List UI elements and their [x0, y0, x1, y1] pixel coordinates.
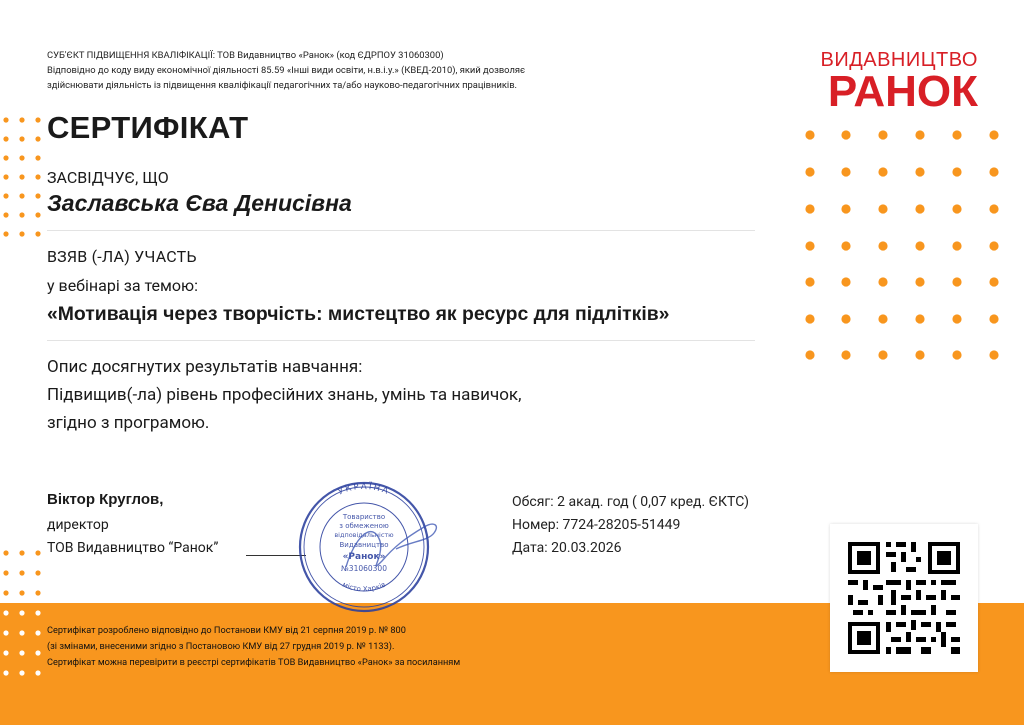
header-legal-text — [47, 48, 607, 93]
signatory-org: ТОВ Видавництво “Ранок” — [47, 540, 219, 556]
info-number: Номер: 7724-28205-51449 — [512, 517, 681, 533]
dots-left-bottom-decoration — [0, 545, 45, 685]
webinar-topic: «Мотивація через творчість: мистецтво як ресурс для підлітків» — [47, 303, 670, 325]
stamp-code: №31060300 — [341, 564, 387, 573]
certifies-label: ЗАСВІДЧУЄ, ЩО — [47, 168, 169, 187]
logo-line-2: РАНОК — [827, 67, 978, 116]
results-title: Опис досягнутих результатів навчання: — [47, 357, 363, 377]
qr-code-card[interactable] — [830, 524, 978, 672]
results-line-2: згідно з програмою. — [47, 413, 210, 433]
footer-line-1: Сертифікат розроблено відповідно до Постанови КМУ від 21 серпня 2019 р. № 800 — [47, 625, 406, 636]
stamp-line-1: Товариство — [342, 513, 386, 521]
signatory-role: директор — [47, 517, 109, 533]
header-line-1: СУБ'ЄКТ ПІДВИЩЕННЯ КВАЛІФІКАЦІЇ: ТОВ Видавництво «Ранок» (код ЄДРПОУ 31060300) — [47, 50, 444, 61]
header-line-3: здійснювати діяльність із підвищення кваліфікації педагогічних та/або науково-педагогічних працівників. — [47, 80, 518, 91]
footer-legal-text — [47, 623, 460, 671]
footer-line-2: (зі змінами, внесеними згідно з Постановою КМУ від 27 грудня 2019 р. № 1133). — [47, 641, 395, 652]
footer-line-3: Сертифікат можна перевірити в реєстрі сертифікатів ТОВ Видавництво «Ранок» за посиланням — [47, 657, 461, 668]
signatory-name: Віктор Круглов, — [47, 491, 164, 508]
svg-text:місто Харків — [341, 581, 387, 594]
webinar-label: у вебінарі за темою: — [47, 276, 198, 295]
official-stamp-icon — [284, 479, 444, 614]
divider-2 — [47, 340, 755, 341]
publisher-logo — [820, 49, 978, 116]
info-volume: Обсяг: 2 акад. год ( 0,07 кред. ЄКТС) — [512, 494, 750, 510]
dots-left-top-decoration — [0, 112, 45, 247]
certificate-title: СЕРТИФІКАТ — [47, 110, 249, 145]
stamp-line-2: з обмеженою — [339, 522, 389, 530]
participated-label: ВЗЯВ (-ЛА) УЧАСТЬ — [47, 247, 197, 266]
logo-line-1: ВИДАВНИЦТВО — [820, 49, 978, 71]
qr-code-icon[interactable] — [830, 524, 978, 672]
header-line-2: Відповідно до коду виду економічної діяльності 85.59 «Інші види освіти, н.в.і.у.» (КВЕД-2010), який дозволяє — [47, 65, 526, 76]
participant-name: Заславська Єва Денисівна — [47, 190, 352, 216]
stamp-line-3: відповідальністю — [334, 531, 394, 539]
stamp-line-5: «Ранок» — [342, 552, 386, 562]
certificate-info — [512, 491, 749, 560]
dots-right-decoration — [800, 124, 1005, 364]
stamp-top-arc: УКРАЇНА — [336, 481, 392, 498]
stamp-line-4: Видавництво — [339, 541, 389, 549]
stamp-bottom-arc: місто Харків — [341, 580, 387, 594]
info-date: Дата: 20.03.2026 — [512, 540, 622, 556]
divider-1 — [47, 230, 755, 231]
svg-text:УКРАЇНА — [337, 481, 392, 497]
results-line-1: Підвищив(-ла) рівень професійних знань, умінь та навичок, — [47, 385, 522, 405]
